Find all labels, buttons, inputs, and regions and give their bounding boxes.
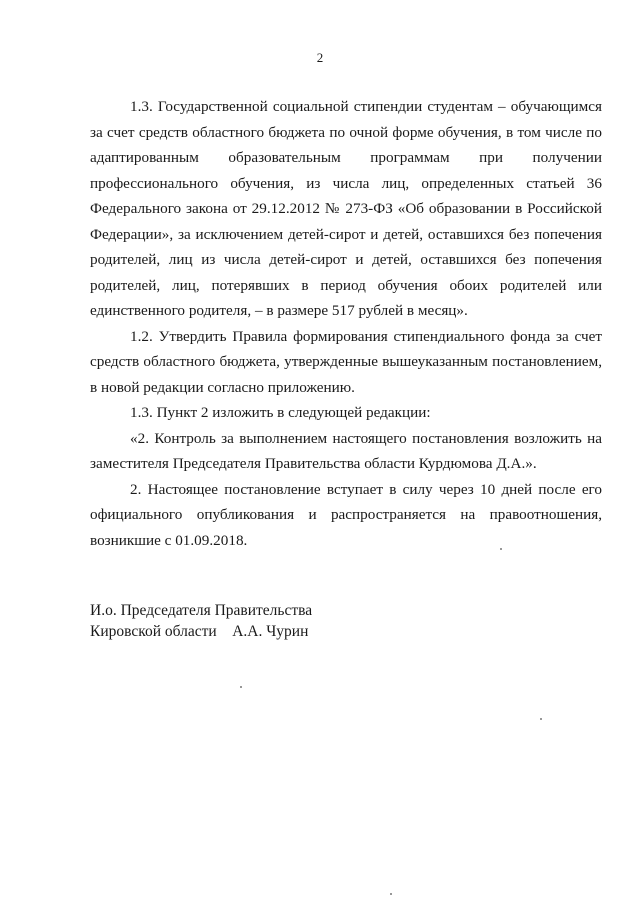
scan-speck [500,548,502,550]
paragraph-effective-date: 2. Настоящее постановление вступает в силу через 10 дней после его официального опубликования и распространяется на правоотношения, возникшие с 01.09.2018. [90,480,602,549]
signature-title: И.о. Председателя Правительства [90,602,313,619]
document-body [90,94,602,553]
page-number: 2 [316,50,324,65]
scan-speck [390,893,392,895]
paragraph-stipend-clause: 1.3. Государственной социальной стипендии студентам – обучающимся за счет средств областного бюджета по очной форме обучения, в том числе по адаптированным образовательным программам при получении профессионального обучения, из числа лиц, определенных статьей 36 Федерального закона от 29.12.2012 № 273-ФЗ «Об образовании в Российской Федерации», за исключением детей-сирот и детей, оставшихся без попечения родителей, лиц из числа детей-сирот и детей, оставшихся без попечения родителей, лиц, потерявших в период обучения обоих родителей или единственного родителя, – в размере 517 рублей в месяц». [90,98,602,319]
scan-speck [540,718,542,720]
scan-speck [240,686,242,688]
paragraph-clause-2-header: 1.3. Пункт 2 изложить в следующей редакции: [130,404,431,421]
signature-block [90,600,312,642]
paragraph-control-clause: «2. Контроль за выполнением настоящего постановления возложить на заместителя Председателя Правительства области Курдюмова Д.А.». [90,429,602,472]
signature-name: Кировской области А.А. Чурин [90,623,309,640]
paragraph-approve-rules: 1.2. Утвердить Правила формирования стипендиального фонда за счет средств областного бюджета, утвержденные вышеуказанным постановлением, в новой редакции согласно приложению. [90,327,602,396]
